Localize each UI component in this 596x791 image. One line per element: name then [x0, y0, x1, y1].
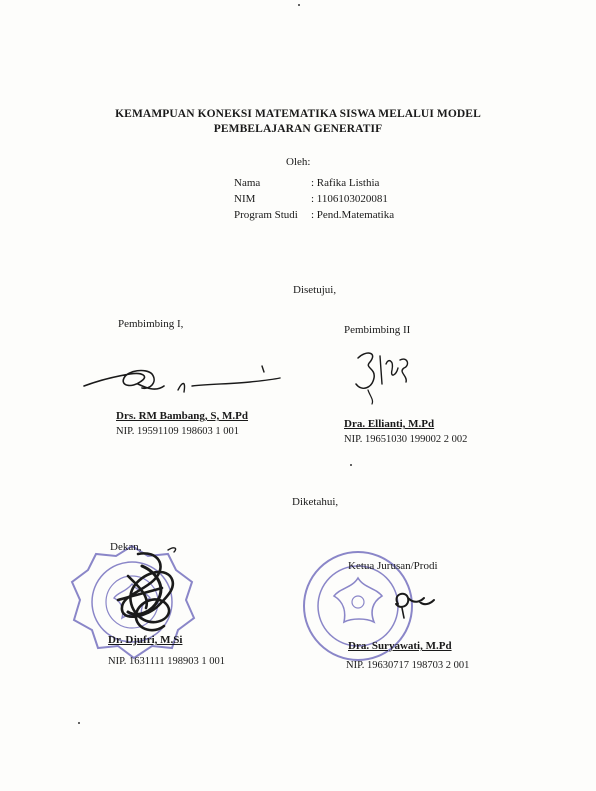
dean-signature — [98, 546, 188, 646]
author-nim-row — [234, 193, 388, 205]
acknowledged-label: Diketahui, — [292, 496, 339, 508]
author-program-row — [234, 209, 394, 221]
scan-speck — [78, 722, 80, 724]
thesis-title-line2: PEMBELAJARAN GENERATIF — [213, 123, 383, 135]
by-label: Oleh: — [286, 156, 311, 168]
supervisor2-nip: NIP. 19651030 199002 2 002 — [344, 434, 468, 445]
head-name: Dra. Suryawati, M.Pd — [348, 640, 452, 652]
author-program-label: Program Studi — [234, 209, 298, 221]
head-role: Ketua Jurusan/Prodi — [348, 560, 438, 572]
dean-role: Dekan, — [110, 541, 142, 553]
author-name-row — [234, 177, 379, 189]
head-nip: NIP. 19630717 198703 2 001 — [346, 660, 470, 671]
supervisor1-nip: NIP. 19591109 198603 1 001 — [116, 426, 239, 437]
dean-nip: NIP. 1631111 198903 1 001 — [108, 656, 225, 667]
supervisor2-name: Dra. Ellianti, M.Pd — [344, 418, 435, 430]
supervisor1-signature — [80, 362, 290, 412]
supervisor1-role: Pembimbing I, — [118, 318, 184, 330]
author-nim-label: NIM — [234, 193, 256, 205]
scan-speck — [298, 4, 300, 6]
author-program-value: : Pend.Matematika — [311, 209, 395, 221]
dean-name: Dr. Djufri, M.Si — [108, 634, 183, 646]
supervisor2-signature — [350, 340, 420, 410]
author-name-label: Nama — [234, 177, 261, 189]
author-name-value: : Rafika Listhia — [311, 177, 380, 189]
supervisor1-name: Drs. RM Bambang, S, M.Pd — [116, 410, 249, 422]
head-signature — [384, 584, 444, 624]
author-nim-value: : 1106103020081 — [311, 193, 388, 205]
approved-label: Disetujui, — [293, 284, 337, 296]
thesis-title-line1: KEMAMPUAN KONEKSI MATEMATIKA SISWA MELALUI MODEL — [115, 108, 481, 120]
scan-speck — [350, 464, 352, 466]
supervisor2-role: Pembimbing II — [344, 324, 411, 336]
